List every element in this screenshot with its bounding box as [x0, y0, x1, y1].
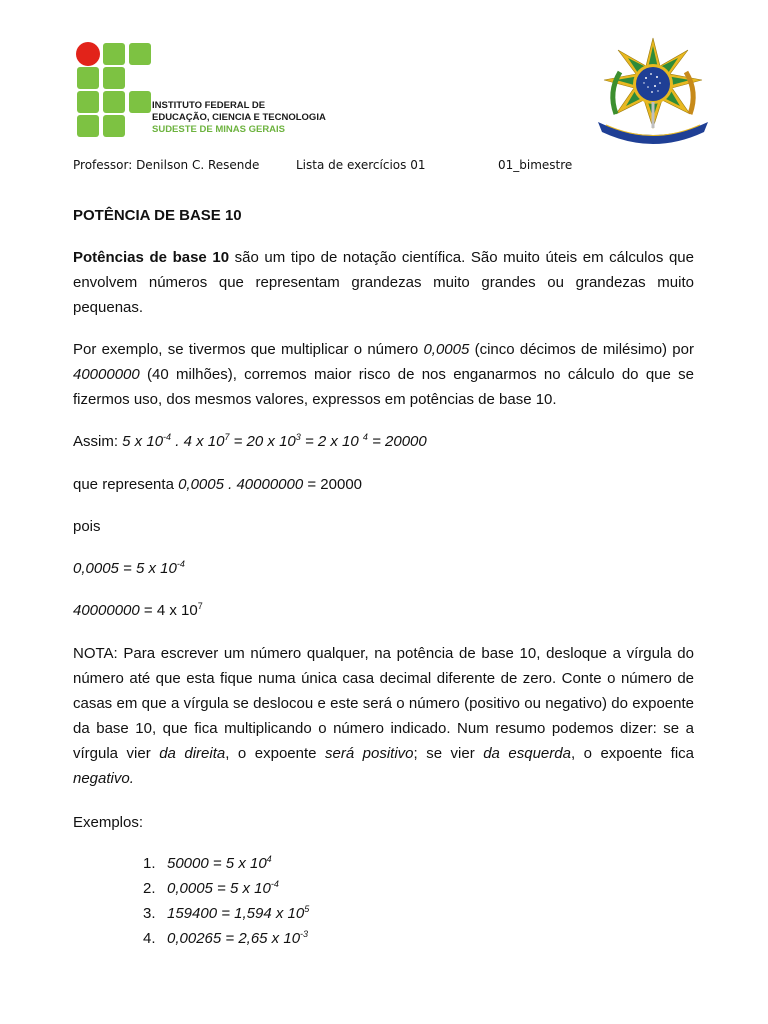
- exponent: 7: [197, 601, 203, 611]
- exponent: -3: [300, 929, 309, 939]
- example-number: 0,0005: [423, 341, 470, 358]
- equation-term: 40000000: [73, 602, 140, 619]
- logo-green-square: [77, 91, 99, 113]
- equation-term: 5 x 10: [122, 433, 164, 450]
- represents-result: = 20000: [303, 476, 363, 493]
- example-paragraph: [73, 337, 694, 412]
- logo-green-square: [77, 67, 99, 89]
- exponent: -4: [163, 432, 172, 442]
- logo-green-square: [103, 115, 125, 137]
- list-number: 2.: [143, 880, 156, 897]
- note-text: NOTA: Para escrever um número qualquer, na potência de base 10, desloque a vírgula do número até que esta fique numa única casa decimal diferente de zero. Conte o número de casas em que a vírgula se deslocou e este será o número (positivo ou negativo) do expoente da base 10, que fica multiplicando o número indicado. Num resumo podemos dizer: se a vírgula vier: [73, 645, 694, 762]
- logo-green-square: [77, 115, 99, 137]
- equation-term: . 4 x 10: [171, 433, 225, 450]
- list-item: [143, 851, 309, 876]
- intro-bold-term: Potências de base 10: [73, 249, 230, 266]
- example-text: Por exemplo, se tivermos que multiplicar o número: [73, 341, 424, 358]
- example-number: 40000000: [73, 366, 140, 383]
- exponent: -4: [270, 879, 279, 889]
- represents-expression: 0,0005 . 40000000: [178, 476, 304, 493]
- equation-2: [73, 598, 694, 623]
- institute-line-3: SUDESTE DE MINAS GERAIS: [152, 124, 286, 135]
- logo-red-circle: [76, 42, 100, 66]
- note-emphasis: será positivo: [324, 745, 414, 762]
- list-number: 1.: [143, 855, 156, 872]
- institute-line-1: INSTITUTO FEDERAL DE: [152, 100, 266, 111]
- examples-label: Exemplos:: [73, 814, 144, 831]
- exponent: 5: [304, 904, 310, 914]
- equation-term: 0,0005 = 5 x 10: [73, 560, 177, 577]
- exponent: 4: [266, 854, 272, 864]
- note-text: ; se vier: [413, 745, 484, 762]
- logo-green-square: [103, 67, 125, 89]
- logo-green-square: [103, 91, 125, 113]
- examples-list: [143, 851, 309, 951]
- example-text: (cinco décimos de milésimo) por: [469, 341, 694, 358]
- note-paragraph: [73, 641, 694, 791]
- exponent: 3: [295, 432, 301, 442]
- exponent: -4: [176, 559, 185, 569]
- professor-name: Professor: Denilson C. Resende: [73, 158, 260, 172]
- note-text: , o expoente fica: [570, 745, 695, 762]
- note-emphasis: da esquerda: [483, 745, 571, 762]
- period-label: 01_bimestre: [498, 158, 573, 172]
- list-item: [143, 926, 309, 951]
- list-title: Lista de exercícios 01: [296, 158, 426, 172]
- institute-logo: [74, 40, 334, 140]
- list-item: [143, 876, 309, 901]
- pois-label: pois: [73, 518, 101, 535]
- represents-label: que representa: [73, 476, 179, 493]
- equation-term: = 4 x 10: [139, 602, 198, 619]
- example-equation: 0,0005 = 5 x 10: [167, 880, 271, 897]
- intro-paragraph: [73, 245, 694, 320]
- logo-green-square: [129, 91, 151, 113]
- list-item: [143, 901, 309, 926]
- equation-term: = 2 x 10: [300, 433, 363, 450]
- assim-label: Assim:: [73, 433, 123, 450]
- note-text: , o expoente: [225, 745, 325, 762]
- coat-of-arms-icon: [594, 36, 712, 146]
- exponent: 4: [362, 432, 368, 442]
- assim-equation: [73, 429, 694, 454]
- section-title: POTÊNCIA DE BASE 10: [73, 207, 242, 224]
- exponent: 7: [224, 432, 230, 442]
- list-number: 4.: [143, 930, 156, 947]
- list-number: 3.: [143, 905, 156, 922]
- example-equation: 0,00265 = 2,65 x 10: [167, 930, 301, 947]
- logo-green-square: [129, 43, 151, 65]
- institute-line-2: EDUCAÇÃO, CIENCIA E TECNOLOGIA: [152, 112, 326, 123]
- example-equation: 159400 = 1,594 x 10: [167, 905, 305, 922]
- equation-term: = 20000: [367, 433, 427, 450]
- note-emphasis: negativo.: [73, 770, 134, 787]
- example-text: (40 milhões), corremos maior risco de nos enganarmos no cálculo do que se fizermos uso, dos mesmos valores, expressos em potências de base 10.: [73, 366, 694, 408]
- represents-line: [73, 472, 694, 497]
- logo-green-square: [103, 43, 125, 65]
- intro-text: são um tipo de notação científica. São muito úteis em cálculos que envolvem números que representam grandezas muito grandes ou grandezas muito pequenas.: [73, 249, 694, 316]
- institute-name: [152, 100, 326, 136]
- equation-term: = 20 x 10: [229, 433, 296, 450]
- equation-1: [73, 556, 694, 581]
- example-equation: 50000 = 5 x 10: [167, 855, 267, 872]
- note-emphasis: da direita: [159, 745, 226, 762]
